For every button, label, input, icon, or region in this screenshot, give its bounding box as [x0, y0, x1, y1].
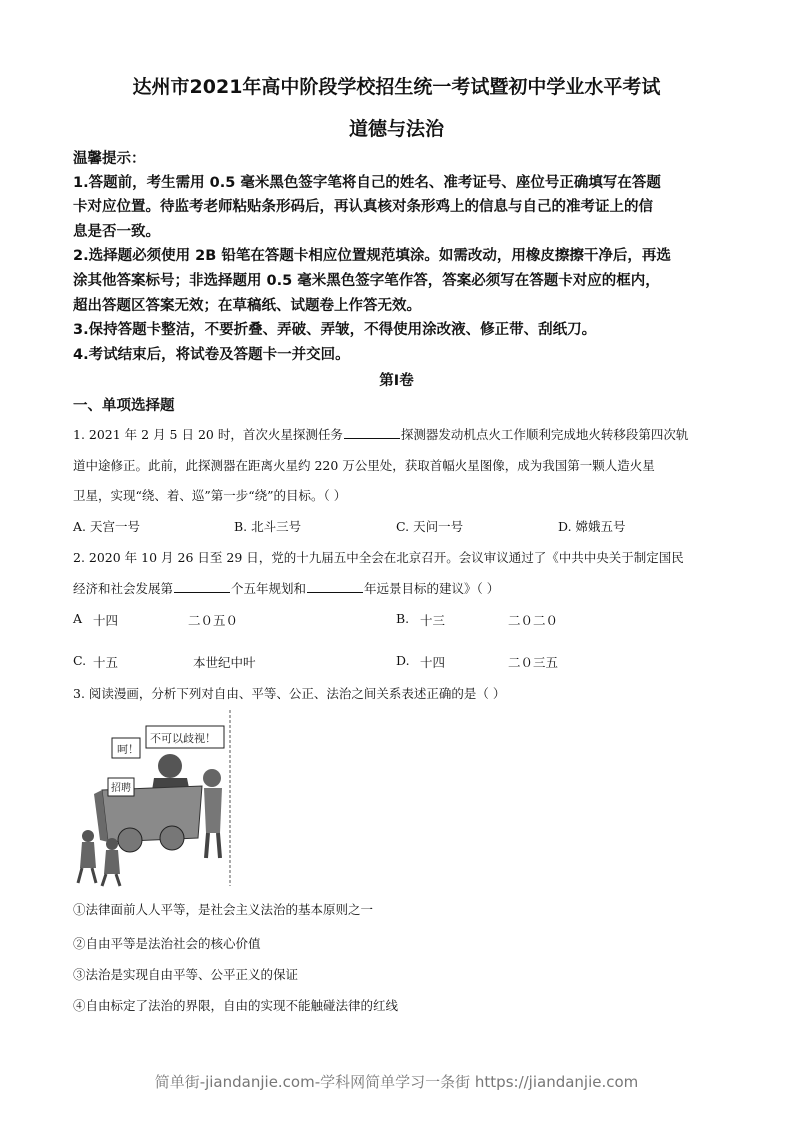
tip-line: 超出答题区答案无效；在草稿纸、试题卷上作答无效。	[73, 298, 421, 314]
exam-title: 达州市2021年高中阶段学校招生统一考试暨初中学业水平考试	[132, 76, 661, 98]
q1-line3: 卫星，实现“绕、着、巡”第一步“绕”的目标。（ ）	[73, 488, 347, 503]
q2-line2: 经济和社会发展第 个五年规划和 年远景目标的建议》（ ）	[73, 581, 500, 596]
tip-line: 2.选择题必须使用 2B 铅笔在答题卡相应位置规范填涂。如需改动，用橡皮擦擦干净后，再选	[73, 248, 671, 264]
tip-line: 4.考试结束后，将试卷及答题卡一并交回。	[73, 347, 350, 363]
q2-option-a-first: 十四	[93, 613, 119, 628]
q2-option-b-second: 二０二０	[508, 613, 559, 628]
tip-line: 息是否一致。	[73, 224, 160, 240]
q2-option-d-first: 十四	[420, 655, 446, 670]
recruit-sign-text: 招聘	[111, 783, 131, 794]
q2-option-c-first: 十五	[93, 655, 119, 670]
q3-statement-4: ④自由标定了法治的界限，自由的实现不能触碰法律的红线	[73, 998, 399, 1013]
q3-statement-1: ①法律面前人人平等，是社会主义法治的基本原则之一	[73, 902, 374, 917]
q1-line1: 1. 2021 年 2 月 5 日 20 时，首次火星探测任务 探测器发动机点火工作顺利完成地火转移段第四次轨	[73, 427, 689, 442]
q3-stem: 3. 阅读漫画，分析下列对自由、平等、公正、法治之间关系表述正确的是（ ）	[73, 686, 506, 701]
q1-option-d: D. 嫦娥五号	[558, 519, 626, 534]
tip-line: 3.保持答题卡整洁，不要折叠、弄破、弄皱，不得使用涂改液、修正带、刮纸刀。	[73, 322, 597, 338]
q3-statement-2: ②自由平等是法治社会的核心价值	[73, 936, 261, 951]
cartoon-illustration	[72, 708, 242, 888]
q2-option-b-letter: B.	[396, 611, 410, 626]
tips-heading: 温馨提示：	[73, 151, 146, 167]
tip-line: 1.答题前，考生需用 0.5 毫米黑色签字笔将自己的姓名、准考证号、座位号正确填写在答题	[73, 175, 661, 191]
q2-line1: 2. 2020 年 10 月 26 日至 29 日，党的十九届五中全会在北京召开。会议审议通过了《中共中央关于制定国民	[73, 550, 684, 565]
volume-heading: 第Ⅰ卷	[379, 373, 414, 389]
exam-subject: 道德与法治	[348, 118, 444, 140]
tip-line: 涂其他答案标号；非选择题用 0.5 毫米黑色签字笔作答，答案必须写在答题卡对应的框内，	[73, 273, 660, 289]
q2-option-d-second: 二０三五	[508, 655, 559, 670]
q2-option-c-letter: C.	[73, 653, 87, 668]
q1-option-a: A. 天宫一号	[73, 519, 140, 534]
q3-statement-3: ③法治是实现自由平等、公平正义的保证	[73, 967, 299, 982]
speech-left-text: 呵！	[117, 743, 139, 756]
q1-option-c: C. 天问一号	[396, 519, 464, 534]
speech-right-text: 不可以歧视！	[150, 732, 216, 745]
tip-line: 卡对应位置。待监考老师粘贴条形码后，再认真核对条形鸡上的信息与自己的准考证上的信	[73, 199, 653, 215]
q1-line2: 道中途修正。此前，此探测器在距离火星约 220 万公里处，获取首幅火星图像，成为我国第一颗人造火星	[73, 458, 655, 473]
q2-option-b-first: 十三	[420, 613, 446, 628]
q2-option-a-second: 二０五０	[188, 613, 239, 628]
q2-option-d-letter: D.	[396, 653, 410, 668]
q2-option-c-second: 本世纪中叶	[193, 655, 256, 670]
section-heading: 一、单项选择题	[73, 398, 175, 414]
q1-option-b: B. 北斗三号	[234, 519, 302, 534]
footer-text: 简单街-jiandanjie.com-学科网简单学习一条街 https://jiandanjie.com	[154, 1073, 639, 1091]
q2-option-a-letter: A	[73, 611, 83, 626]
